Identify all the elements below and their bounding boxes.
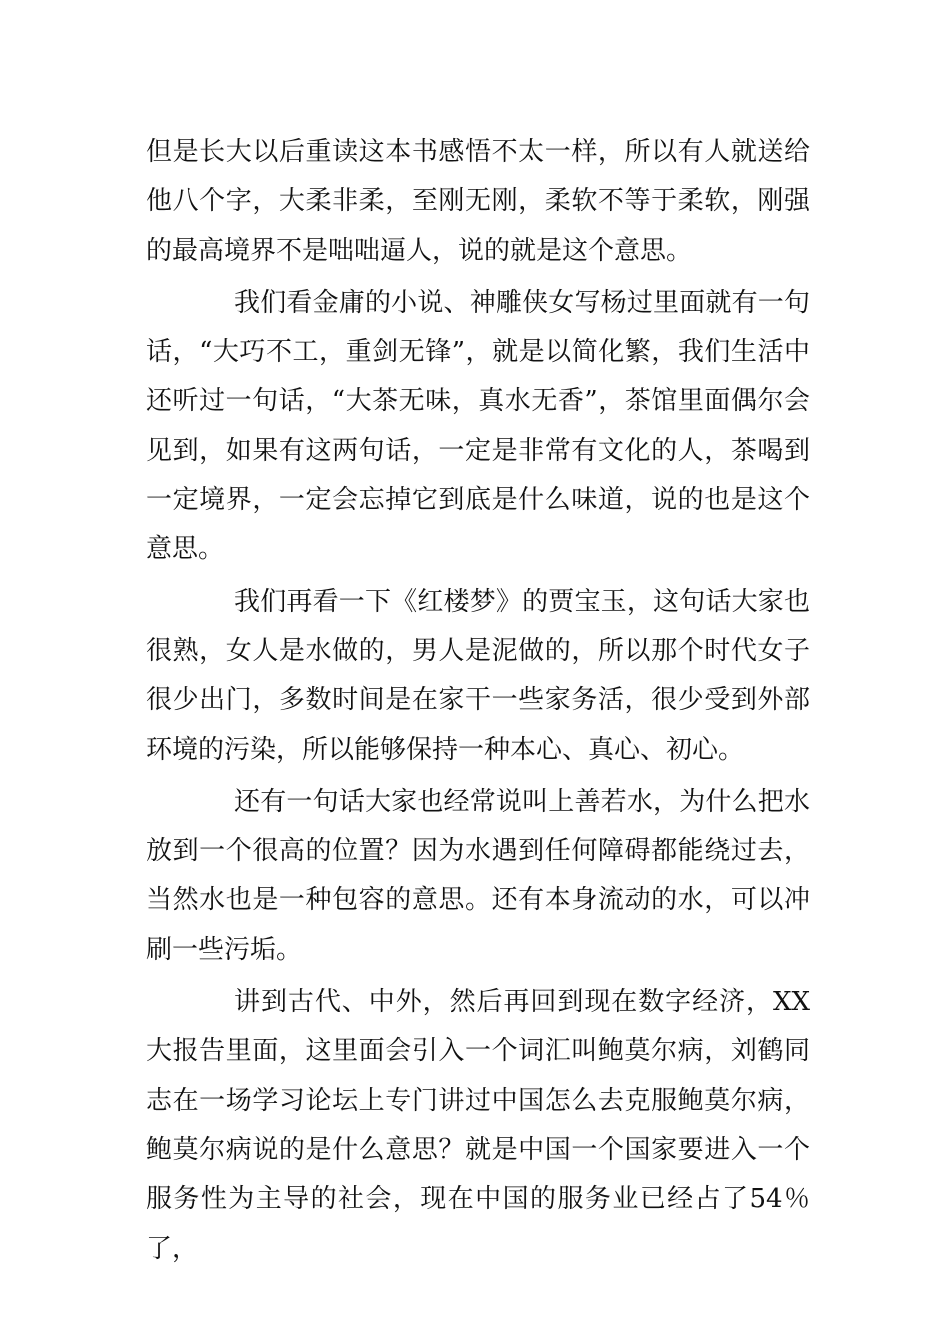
document-body — [146, 128, 810, 1274]
paragraph-3: 我们再看一下《红楼梦》的贾宝玉，这句话大家也很熟，女人是水做的，男人是泥做的，所以那个时代女子很少出门，多数时间是在家干一些家务活，很少受到外部环境的污染，所以能够保持一种本心、真心、初心。 — [146, 586, 810, 765]
paragraph-4: 还有一句话大家也经常说叫上善若水，为什么把水放到一个很高的位置？因为水遇到任何障碍都能绕过去，当然水也是一种包容的意思。还有本身流动的水，可以冲刷一些污垢。 — [146, 786, 810, 965]
paragraph-1: 但是长大以后重读这本书感悟不太一样，所以有人就送给他八个字，大柔非柔，至刚无刚，柔软不等于柔软，刚强的最高境界不是咄咄逼人，说的就是这个意思。 — [146, 137, 810, 266]
paragraph-5: 讲到古代、中外，然后再回到现在数字经济，XX大报告里面，这里面会引入一个词汇叫鲍莫尔病，刘鹤同志在一场学习论坛上专门讲过中国怎么去克服鲍莫尔病，鲍莫尔病说的是什么意思？就是中国一个国家要进入一个服务性为主导的社会，现在中国的服务业已经占了54％了， — [146, 987, 810, 1264]
paragraph-2: 我们看金庸的小说、神雕侠女写杨过里面就有一句话，“大巧不工，重剑无锋”，就是以简化繁，我们生活中还听过一句话，“大茶无味，真水无香”，茶馆里面偶尔会见到，如果有这两句话，一定是非常有文化的人，茶喝到一定境界，一定会忘掉它到底是什么味道，说的也是这个意思。 — [146, 287, 810, 565]
